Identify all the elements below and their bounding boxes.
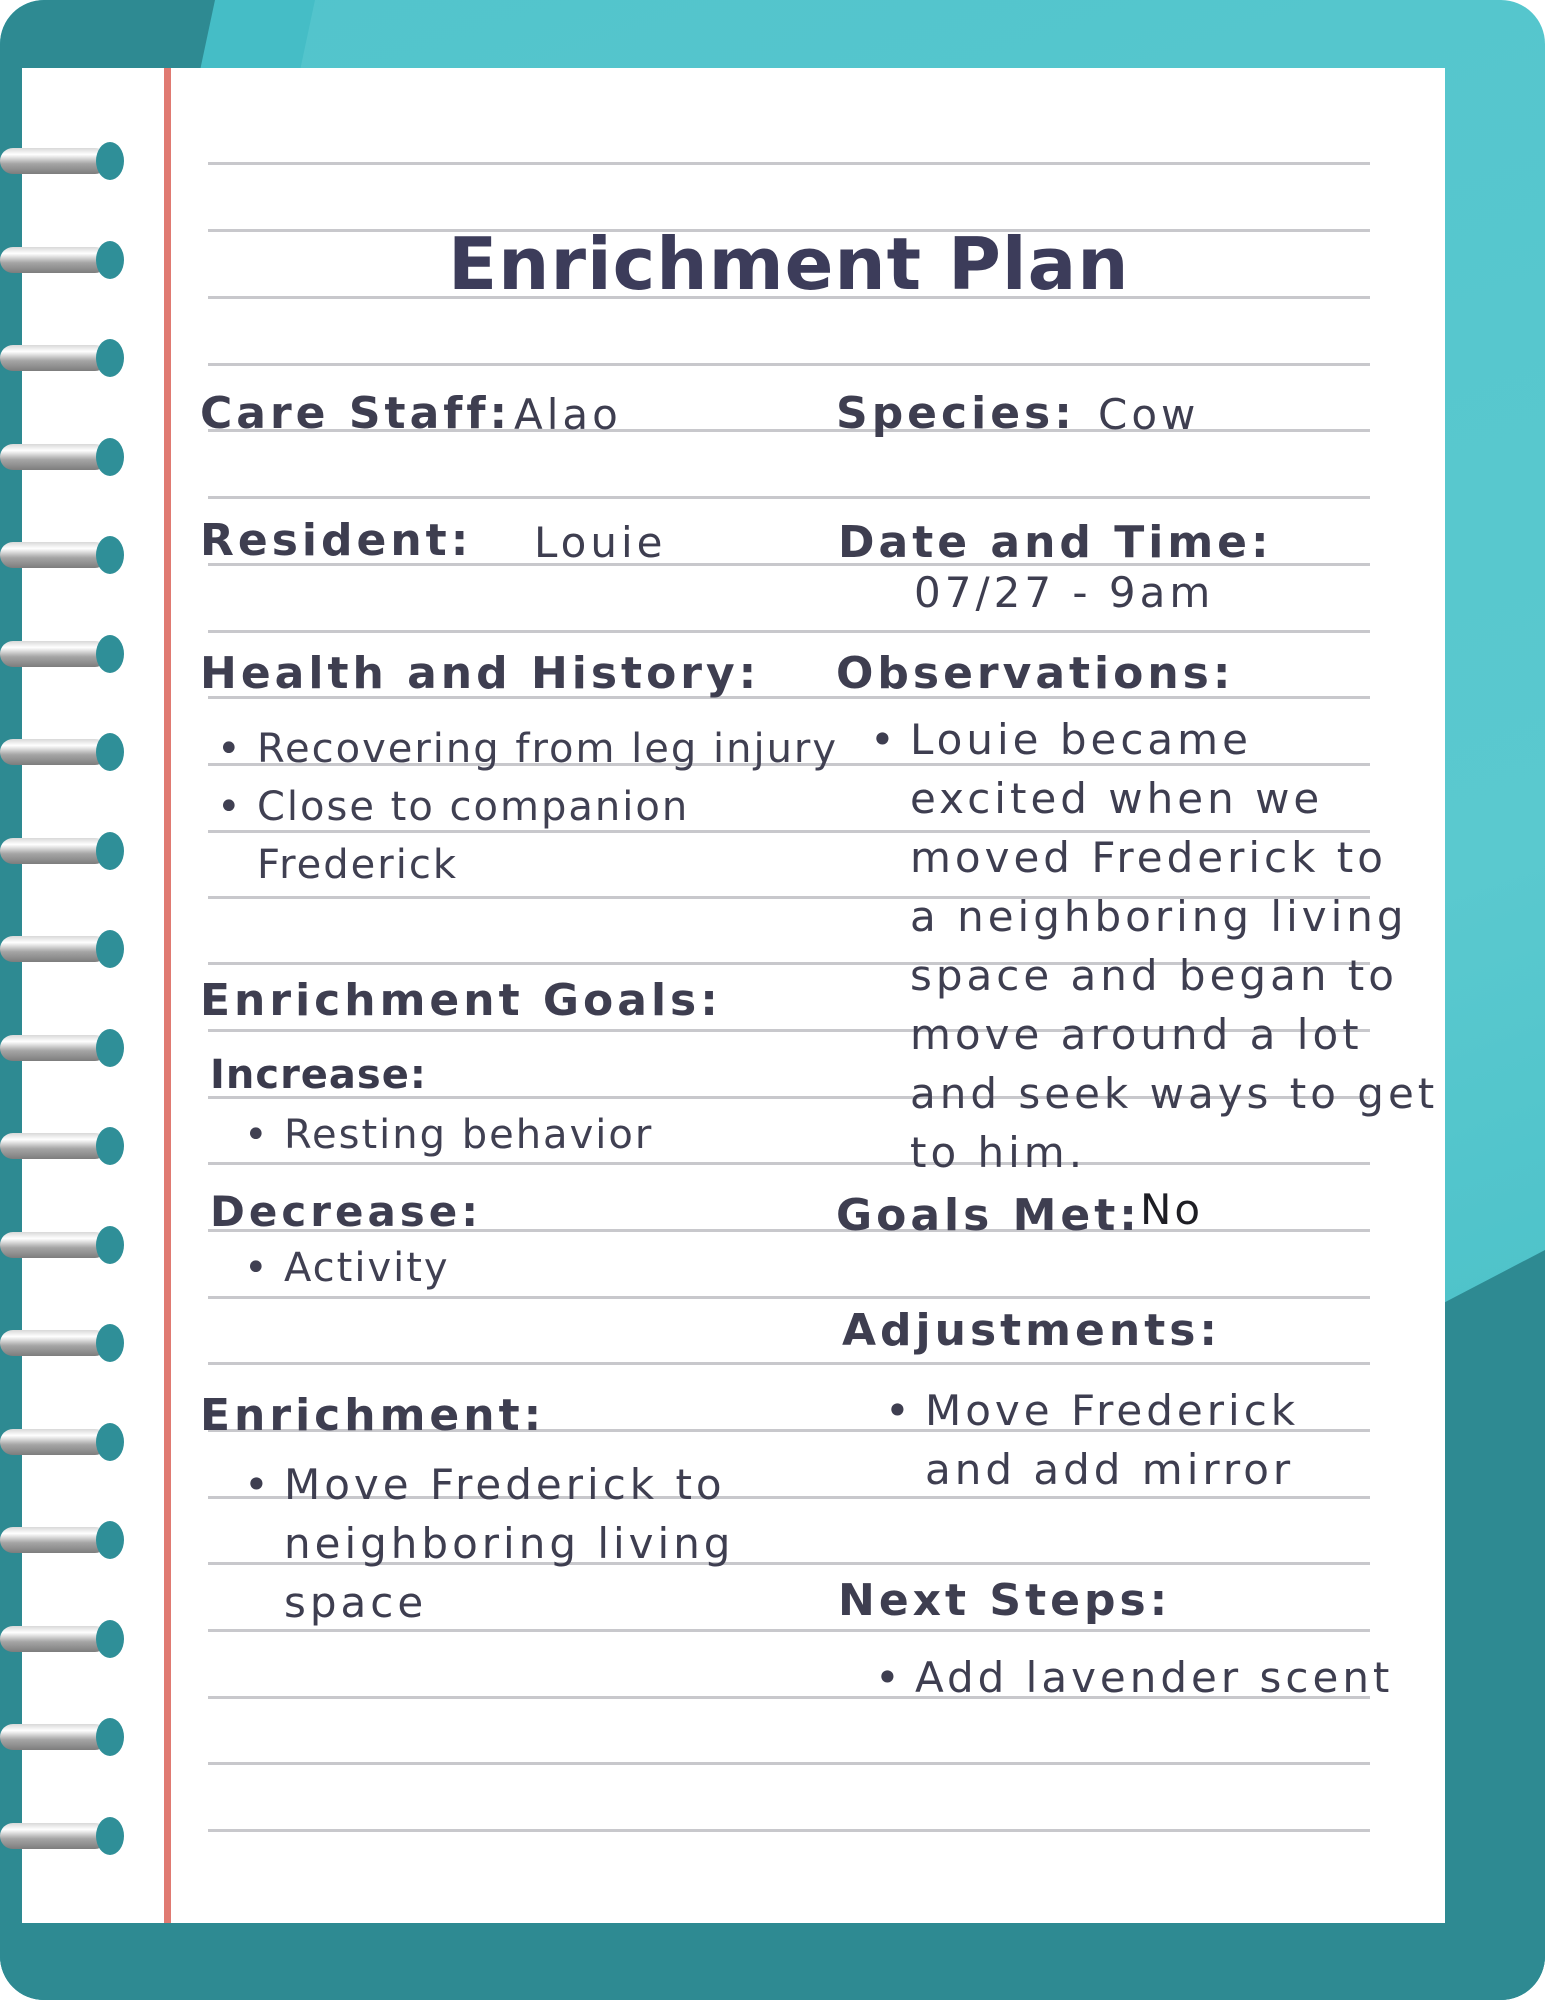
species-value: Cow	[1098, 390, 1200, 439]
ring-hole	[96, 1324, 124, 1362]
ring-hole	[96, 339, 124, 377]
decrease-item: • Activity	[284, 1245, 450, 1291]
ring-hole	[96, 733, 124, 771]
spiral-ring	[0, 635, 125, 677]
adjustments-line: • Move Frederick	[925, 1386, 1299, 1435]
ring-hole	[96, 1226, 124, 1264]
spiral-ring	[0, 1029, 125, 1071]
spiral-ring	[0, 832, 125, 874]
observations-line: move around a lot	[910, 1010, 1363, 1059]
spiral-ring	[0, 1423, 125, 1465]
spiral-ring	[0, 1620, 125, 1662]
observations-line: • Louie became	[910, 715, 1252, 764]
ruled-line	[208, 1162, 1370, 1165]
margin-line	[164, 68, 171, 1923]
date-time-value: 07/27 - 9am	[914, 568, 1215, 617]
ring-wire	[0, 838, 108, 864]
ring-hole	[96, 1620, 124, 1658]
ring-hole	[96, 1127, 124, 1165]
ring-hole	[96, 142, 124, 180]
enrichment-goals-label: Enrichment Goals:	[200, 975, 722, 1026]
ring-wire	[0, 1330, 108, 1356]
health-history-item: • Recovering from leg injury	[257, 726, 838, 772]
increase-item: • Resting behavior	[284, 1112, 653, 1158]
spiral-ring	[0, 1324, 125, 1366]
ring-hole	[96, 1718, 124, 1756]
ring-wire	[0, 1429, 108, 1455]
next-steps-item: • Add lavender scent	[915, 1653, 1393, 1702]
ring-wire	[0, 641, 108, 667]
species-label: Species:	[836, 388, 1076, 439]
goals-met-label: Goals Met:	[836, 1190, 1141, 1241]
spiral-ring	[0, 241, 125, 283]
ring-hole	[96, 536, 124, 574]
ring-wire	[0, 148, 108, 174]
ring-hole	[96, 930, 124, 968]
ring-wire	[0, 247, 108, 273]
ring-wire	[0, 1035, 108, 1061]
spiral-ring	[0, 536, 125, 578]
enrichment-line: neighboring living	[284, 1519, 735, 1568]
adjustments-line: and add mirror	[925, 1445, 1295, 1494]
spiral-ring	[0, 1127, 125, 1169]
health-history-item-cont: Frederick	[257, 842, 458, 888]
observations-line: space and began to	[910, 951, 1398, 1000]
ring-wire	[0, 1724, 108, 1750]
decrease-label: Decrease:	[210, 1187, 483, 1236]
observations-line: excited when we	[910, 774, 1324, 823]
ring-hole	[96, 438, 124, 476]
increase-label: Increase:	[210, 1052, 427, 1098]
care-staff-value: Alao	[514, 390, 622, 439]
ruled-line	[208, 162, 1370, 165]
next-steps-label: Next Steps:	[838, 1575, 1172, 1626]
cover-corner	[1430, 1250, 1545, 2000]
ruled-line	[208, 496, 1370, 499]
adjustments-label: Adjustments:	[842, 1305, 1222, 1356]
spiral-ring	[0, 1226, 125, 1268]
ring-hole	[96, 1817, 124, 1855]
observations-line: a neighboring living	[910, 892, 1408, 941]
ruled-line	[208, 1296, 1370, 1299]
ruled-line	[208, 363, 1370, 366]
ring-wire	[0, 1626, 108, 1652]
ring-hole	[96, 241, 124, 279]
ring-wire	[0, 345, 108, 371]
ring-wire	[0, 1232, 108, 1258]
ring-hole	[96, 1423, 124, 1461]
date-time-label: Date and Time:	[838, 517, 1273, 568]
ring-wire	[0, 444, 108, 470]
ring-wire	[0, 936, 108, 962]
page-title: Enrichment Plan	[448, 222, 1130, 306]
ring-hole	[96, 1029, 124, 1067]
ring-wire	[0, 542, 108, 568]
spiral-ring	[0, 1521, 125, 1563]
ruled-line	[208, 630, 1370, 633]
observations-line: to him.	[910, 1128, 1087, 1177]
health-history-label: Health and History:	[200, 648, 761, 699]
observations-label: Observations:	[836, 648, 1235, 699]
spiral-ring	[0, 438, 125, 480]
ring-hole	[96, 1521, 124, 1559]
ring-wire	[0, 1527, 108, 1553]
ring-hole	[96, 635, 124, 673]
ring-wire	[0, 739, 108, 765]
care-staff-label: Care Staff:	[200, 388, 512, 439]
ring-wire	[0, 1823, 108, 1849]
spiral-ring	[0, 733, 125, 775]
ruled-line	[208, 1829, 1370, 1832]
ruled-line	[208, 1362, 1370, 1365]
ring-hole	[96, 832, 124, 870]
spiral-ring	[0, 1817, 125, 1859]
resident-value: Louie	[534, 518, 667, 567]
enrichment-line: space	[284, 1578, 428, 1627]
ruled-line	[208, 1762, 1370, 1765]
spiral-ring	[0, 930, 125, 972]
resident-label: Resident:	[200, 515, 473, 566]
goals-met-value: No	[1140, 1185, 1204, 1234]
enrichment-line: • Move Frederick to	[284, 1460, 726, 1509]
enrichment-label: Enrichment:	[200, 1390, 546, 1441]
spiral-ring	[0, 142, 125, 184]
spiral-ring	[0, 339, 125, 381]
observations-line: moved Frederick to	[910, 833, 1387, 882]
ring-wire	[0, 1133, 108, 1159]
spiral-ring	[0, 1718, 125, 1760]
health-history-item: • Close to companion	[257, 784, 689, 830]
ruled-line	[208, 1629, 1370, 1632]
observations-line: and seek ways to get	[910, 1069, 1439, 1118]
